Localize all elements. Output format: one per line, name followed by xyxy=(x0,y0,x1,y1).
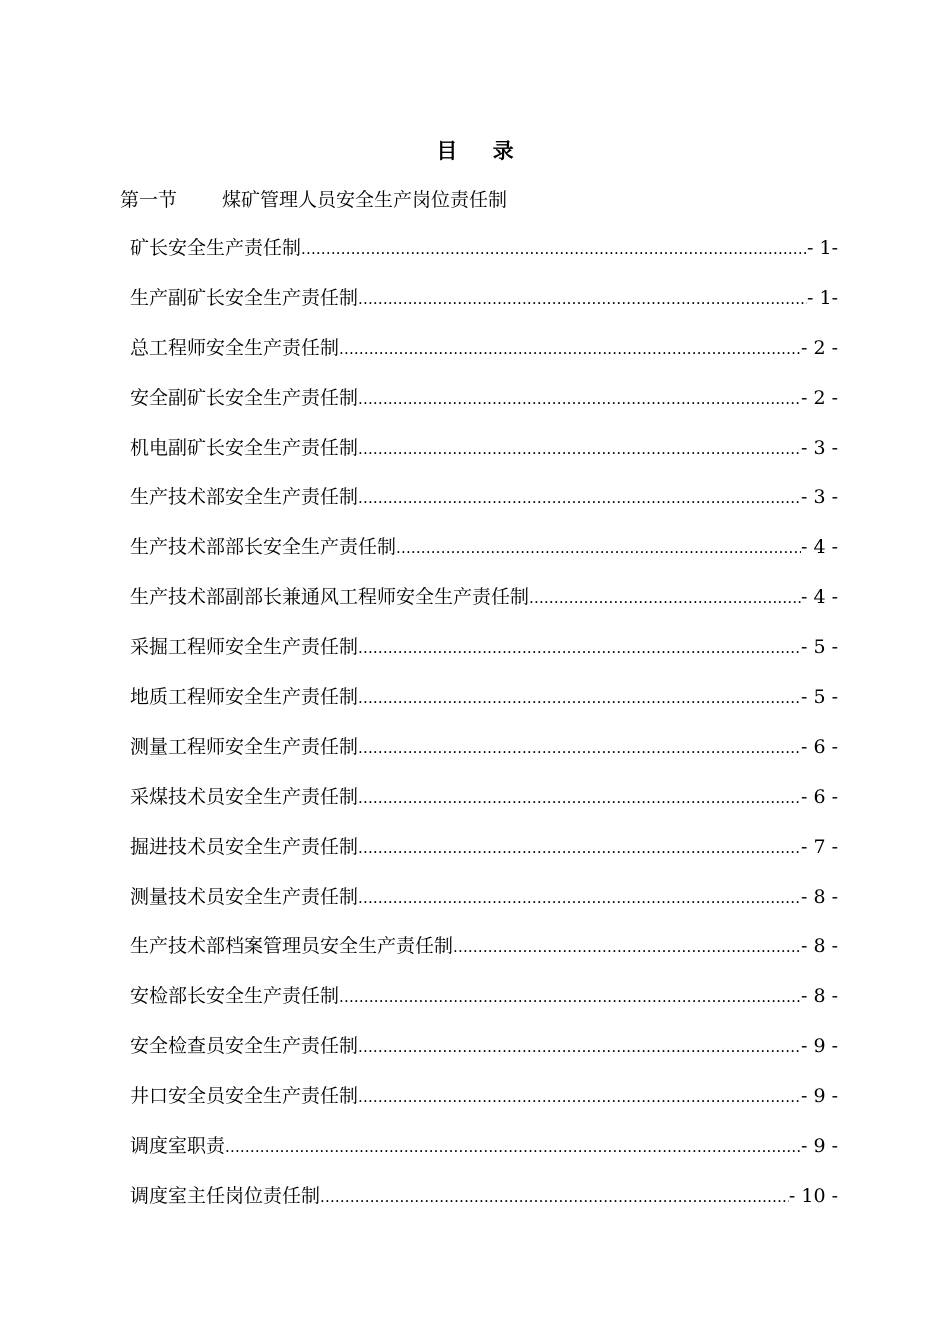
toc-page-number: - 8 - xyxy=(800,885,838,908)
toc-entry[interactable] xyxy=(130,433,838,483)
toc-entry[interactable] xyxy=(130,832,838,882)
toc-entry[interactable] xyxy=(130,732,838,782)
toc-entry[interactable] xyxy=(130,981,838,1031)
toc-entry-title: 机电副矿长安全生产责任制 xyxy=(130,436,359,459)
toc-title: 目 录 xyxy=(436,138,528,163)
toc-entry-title: 采掘工程师安全生产责任制 xyxy=(130,636,359,659)
section-number: 第一节 xyxy=(120,189,178,211)
toc-entry[interactable] xyxy=(130,532,838,582)
dot-leader xyxy=(358,284,807,314)
toc-entry[interactable] xyxy=(130,233,838,283)
toc-page-number: - 3 - xyxy=(800,436,838,459)
dot-leader xyxy=(301,234,807,264)
dot-leader xyxy=(358,783,801,813)
toc-page-number: - 8 - xyxy=(800,985,838,1008)
dot-leader xyxy=(358,633,801,663)
toc-entry-title: 安全检查员安全生产责任制 xyxy=(130,1035,359,1058)
toc-entry[interactable] xyxy=(130,582,838,632)
toc-page-number: - 2 - xyxy=(800,386,838,409)
toc-page-number: - 4 - xyxy=(800,536,838,559)
toc-page-number: - 4 - xyxy=(800,586,838,609)
toc-entry-title: 安检部长安全生产责任制 xyxy=(130,985,340,1008)
toc-page-number: - 6 - xyxy=(800,735,838,758)
toc-entry[interactable] xyxy=(130,1081,838,1131)
dot-leader xyxy=(339,982,801,1012)
toc-entry[interactable] xyxy=(130,482,838,532)
toc-entry[interactable] xyxy=(130,1031,838,1081)
toc-entry-title: 井口安全员安全生产责任制 xyxy=(130,1085,359,1108)
toc-list xyxy=(130,233,838,1231)
section-title: 煤矿管理人员安全生产岗位责任制 xyxy=(222,189,508,211)
dot-leader xyxy=(529,583,801,613)
dot-leader xyxy=(358,434,801,464)
toc-entry[interactable] xyxy=(130,931,838,981)
toc-page-number: - 1- xyxy=(807,286,838,309)
toc-entry-title: 安全副矿长安全生产责任制 xyxy=(130,386,359,409)
toc-entry[interactable] xyxy=(130,882,838,932)
toc-entry[interactable] xyxy=(130,632,838,682)
dot-leader xyxy=(358,384,801,414)
toc-entry[interactable] xyxy=(130,283,838,333)
toc-entry[interactable] xyxy=(130,1181,838,1231)
toc-entry-title: 测量工程师安全生产责任制 xyxy=(130,735,359,758)
toc-entry-title: 生产技术部部长安全生产责任制 xyxy=(130,536,397,559)
toc-entry[interactable] xyxy=(130,682,838,732)
toc-page-number: - 10 - xyxy=(788,1184,838,1207)
toc-entry[interactable] xyxy=(130,1131,838,1181)
toc-entry-title: 调度室主任岗位责任制 xyxy=(130,1184,321,1207)
toc-entry[interactable] xyxy=(130,782,838,832)
dot-leader xyxy=(320,1182,789,1212)
dot-leader xyxy=(453,932,801,962)
dot-leader xyxy=(339,334,801,364)
toc-page-number: - 5 - xyxy=(800,636,838,659)
toc-entry-title: 测量技术员安全生产责任制 xyxy=(130,885,359,908)
toc-page-number: - 5 - xyxy=(800,686,838,709)
toc-entry-title: 掘进技术员安全生产责任制 xyxy=(130,835,359,858)
dot-leader xyxy=(358,683,801,713)
dot-leader xyxy=(358,733,801,763)
toc-page-number: - 7 - xyxy=(800,835,838,858)
toc-entry[interactable] xyxy=(130,383,838,433)
toc-page-number: - 9 - xyxy=(800,1135,838,1158)
toc-entry-title: 生产副矿长安全生产责任制 xyxy=(130,286,359,309)
toc-page-number: - 9 - xyxy=(800,1035,838,1058)
toc-page-number: - 2 - xyxy=(800,336,838,359)
toc-entry[interactable] xyxy=(130,333,838,383)
toc-page-number: - 3 - xyxy=(800,486,838,509)
section-heading xyxy=(120,185,507,215)
toc-entry-title: 地质工程师安全生产责任制 xyxy=(130,686,359,709)
toc-entry-title: 采煤技术员安全生产责任制 xyxy=(130,785,359,808)
dot-leader xyxy=(358,483,801,513)
toc-page-number: - 6 - xyxy=(800,785,838,808)
toc-entry-title: 矿长安全生产责任制 xyxy=(130,237,302,259)
toc-entry-title: 调度室职责 xyxy=(130,1135,226,1158)
dot-leader xyxy=(396,533,801,563)
dot-leader xyxy=(358,883,801,913)
toc-page-number: - 9 - xyxy=(800,1085,838,1108)
toc-page-number: - 8 - xyxy=(800,935,838,958)
dot-leader xyxy=(225,1132,801,1162)
toc-entry-title: 生产技术部安全生产责任制 xyxy=(130,486,359,509)
toc-entry-title: 生产技术部副部长兼通风工程师安全生产责任制 xyxy=(130,586,530,609)
toc-entry-title: 总工程师安全生产责任制 xyxy=(130,336,340,359)
toc-page-number: - 1- xyxy=(807,237,838,259)
dot-leader xyxy=(358,1032,801,1062)
dot-leader xyxy=(358,1082,801,1112)
dot-leader xyxy=(358,833,801,863)
toc-entry-title: 生产技术部档案管理员安全生产责任制 xyxy=(130,935,454,958)
